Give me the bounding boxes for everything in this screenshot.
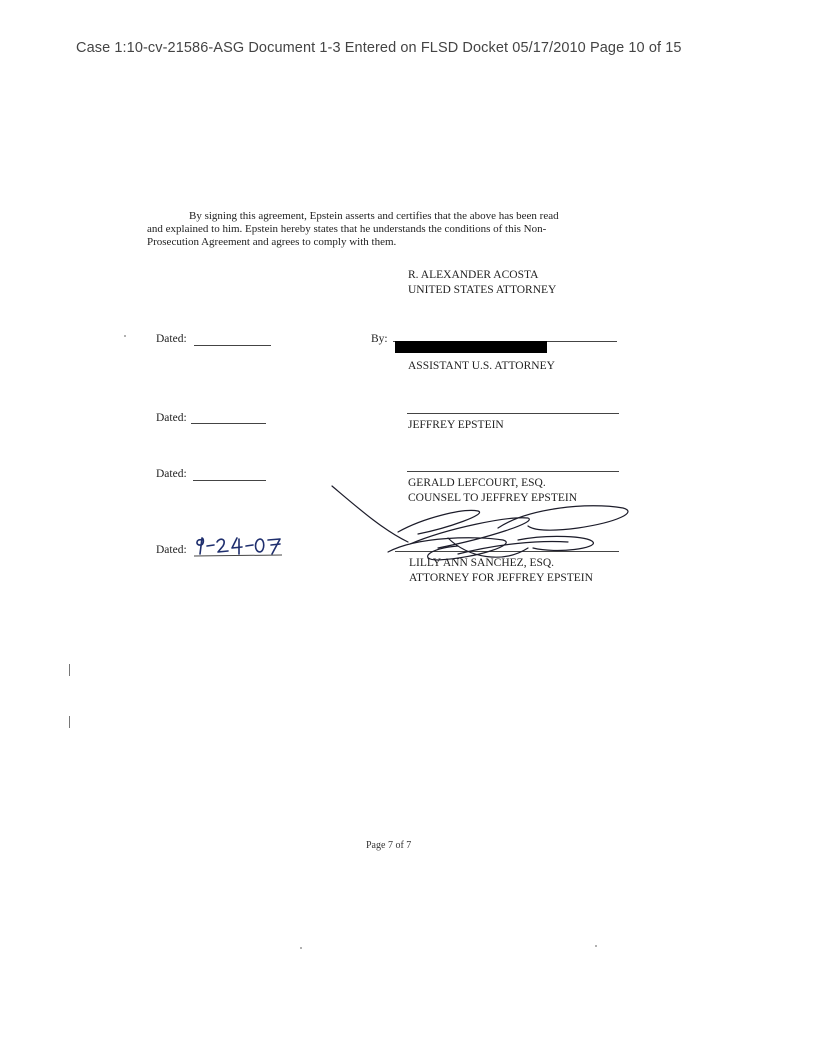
handwritten-signature [328, 478, 638, 574]
dated-label-1 [156, 333, 187, 345]
us-attorney-name: R. ALEXANDER ACOSTA [408, 269, 539, 281]
scan-speck [300, 947, 302, 949]
scan-speck [124, 335, 126, 337]
scan-mark-1 [69, 664, 70, 676]
epstein-name: JEFFREY EPSTEIN [408, 419, 504, 431]
lefcourt-signature-line [407, 471, 619, 472]
by-label: By: [371, 333, 388, 345]
date-line-2 [191, 423, 266, 424]
page-number: Page 7 of 7 [366, 840, 412, 851]
sanchez-name: LILLY ANN SANCHEZ, ESQ. [409, 557, 555, 569]
sanchez-role: ATTORNEY FOR JEFFREY EPSTEIN [409, 572, 593, 584]
epstein-signature-line [407, 413, 619, 414]
dated-label-text: Dated: [156, 333, 187, 345]
scan-speck [595, 945, 597, 947]
dated-label-4: Dated: [156, 544, 187, 556]
scan-mark-2 [69, 716, 70, 728]
lefcourt-name: GERALD LEFCOURT, ESQ. [408, 477, 546, 489]
paragraph-line-1: By signing this agreement, Epstein asserts and certifies that the above has been read [189, 210, 559, 222]
us-attorney-title: UNITED STATES ATTORNEY [408, 284, 557, 296]
paragraph-line-3: Prosecution Agreement and agrees to comply with them. [147, 236, 397, 248]
redaction-bar [395, 341, 547, 353]
date-line-1 [194, 345, 271, 346]
certification-paragraph [147, 208, 627, 251]
case-header: Case 1:10-cv-21586-ASG Document 1-3 Entered on FLSD Docket 05/17/2010 Page 10 of 15 [76, 40, 682, 56]
paragraph-line-2: and explained to him. Epstein hereby states that he understands the conditions of this Non- [147, 223, 547, 235]
dated-label-2: Dated: [156, 412, 187, 424]
date-line-3 [193, 480, 266, 481]
handwritten-date [192, 530, 292, 560]
lefcourt-role: COUNSEL TO JEFFREY EPSTEIN [408, 492, 578, 504]
assistant-us-attorney-title: ASSISTANT U.S. ATTORNEY [408, 360, 555, 372]
dated-label-3: Dated: [156, 468, 187, 480]
